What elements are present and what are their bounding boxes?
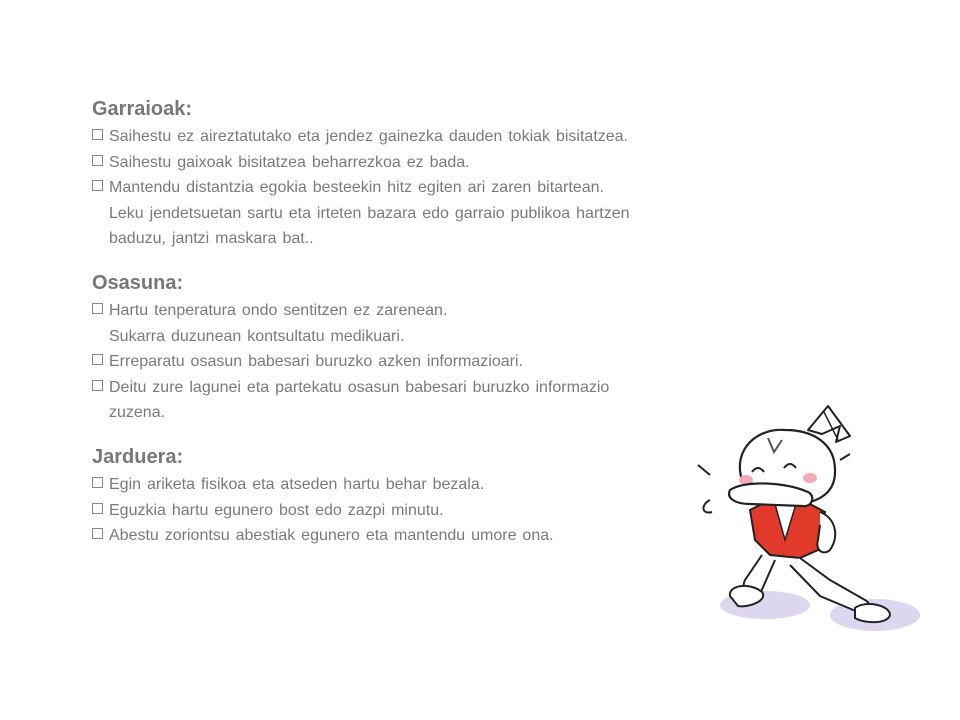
bullet-item: Saihestu gaixoak bisitatzea beharrezkoa ez bada. — [92, 150, 812, 176]
bullet-item: Abestu zoriontsu abestiak egunero eta mantendu umore ona. — [92, 523, 812, 549]
section-heading: Osasuna: — [92, 271, 184, 294]
bullet-item: Eguzkia hartu egunero bost edo zazpi minutu. — [92, 498, 812, 524]
section-heading: Garraioak: — [92, 98, 193, 120]
continuation-line: zuzena. — [109, 404, 166, 422]
checkbox-bullet-icon — [92, 155, 103, 166]
bullet-item: Egin ariketa fisikoa eta atseden hartu behar bezala. — [92, 472, 812, 498]
bullet-item: Deitu zure lagunei eta partekatu osasun babesari buruzko informazio — [92, 375, 812, 401]
checkbox-bullet-icon — [92, 129, 103, 140]
checkbox-bullet-icon — [92, 528, 103, 539]
continuation-line: Leku jendetsuetan sartu eta irteten bazara edo garraio publikoa hartzen — [109, 204, 630, 222]
checkbox-bullet-icon — [92, 503, 103, 514]
continuation-line: Sukarra duzunean kontsultatu medikuari. — [109, 327, 405, 345]
checkbox-bullet-icon — [92, 477, 103, 488]
bullet-item: Hartu tenperatura ondo sentitzen ez zarenean. — [92, 298, 812, 324]
checkbox-bullet-icon — [92, 354, 103, 365]
bullet-item: Erreparatu osasun babesari buruzko azken informazioari. — [92, 349, 812, 375]
continuation-line: baduzu, jantzi maskara bat.. — [109, 230, 314, 248]
checkbox-bullet-icon — [92, 180, 103, 191]
bullet-item: Saihestu ez aireztatutako eta jendez gainezka dauden tokiak bisitatzea. — [92, 124, 812, 150]
checkbox-bullet-icon — [92, 380, 103, 391]
bullet-item: Mantendu distantzia egokia besteekin hitz egiten ari zaren bitartean. — [92, 175, 812, 201]
coughing-into-elbow-character-icon — [690, 400, 925, 640]
section-heading: Jarduera: — [92, 445, 184, 468]
section-garraioak — [92, 96, 812, 252]
checkbox-bullet-icon — [92, 303, 103, 314]
